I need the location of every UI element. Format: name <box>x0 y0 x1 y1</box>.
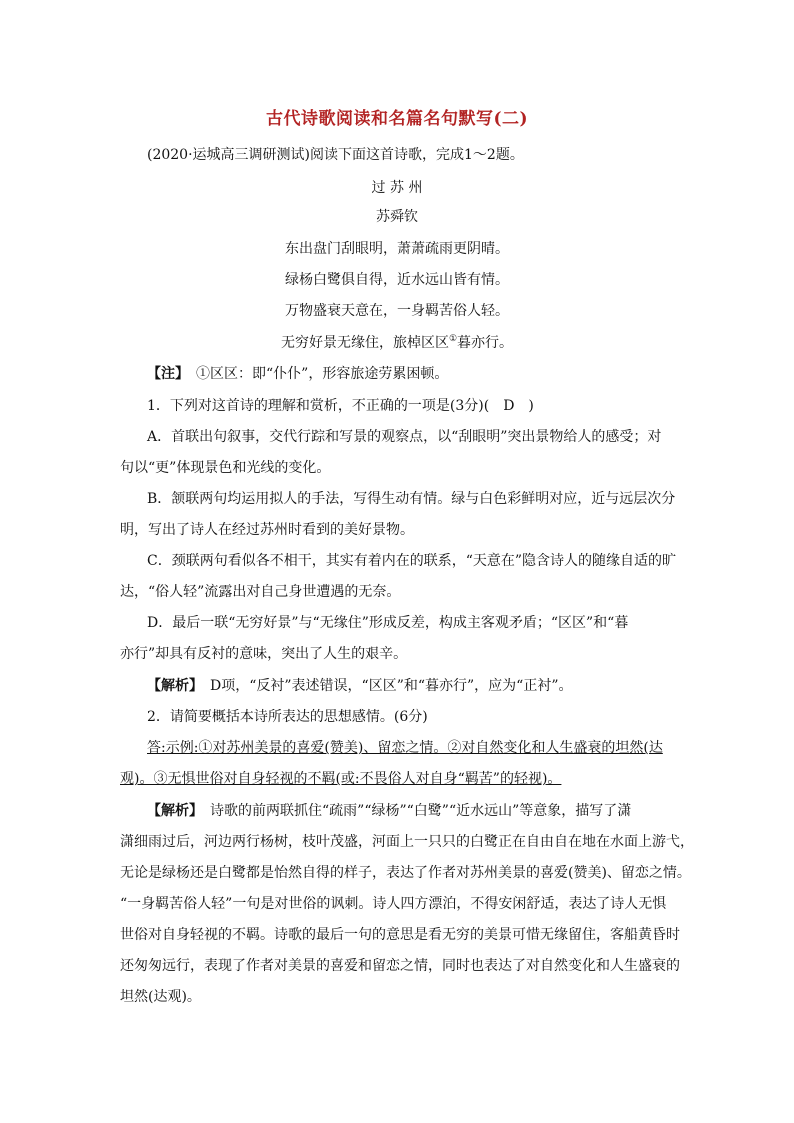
q1-analysis-text: D项，“反衬”表述错误，“区区”和“暮亦行”，应为“正衬”。 <box>210 678 573 694</box>
q2-analysis-line-2: 潇细雨过后，河边两行杨树，枝叶茂盛，河面上一只只的白鹭正在自由自在地在水面上游弋， <box>120 834 694 850</box>
q2-analysis-line-5: 世俗对自身轻视的不羁。诗歌的最后一句的意思是看无穷的美景可惜无缘留住，客船黄昏时 <box>120 927 680 943</box>
q2-stem: 2．请简要概括本诗所表达的思想感情。(6分) <box>147 709 428 725</box>
poem-line-4-end: 暮亦行。 <box>457 335 514 351</box>
note <box>147 364 682 384</box>
poem-line-2: 绿杨白鹭俱自得，近水远山皆有情。 <box>285 272 509 288</box>
q1-option-b-line-1: B．颔联两句均运用拟人的手法，写得生动有情。绿与白色彩鲜明对应，近与远层次分 <box>147 491 676 507</box>
q2-analysis-text-1: 诗歌的前两联抓住“疏雨”“绿杨”“白鹭”“近水远山”等意象，描写了潇 <box>210 803 632 819</box>
note-text: ①区区：即“仆仆”，形容旅途劳累困顿。 <box>196 366 449 382</box>
q1-option-c-line-1: C．颈联两句看似各不相干，其实有着内在的联系，“天意在”隐含诗人的随缘自适的旷 <box>147 553 677 569</box>
footnote-marker: ① <box>448 334 458 344</box>
q1-analysis <box>147 676 682 696</box>
q1-stem: 1．下列对这首诗的理解和赏析，不正确的一项是(3分)( D ) <box>147 398 534 414</box>
q2-answer-line-1: 答:示例:①对苏州美景的喜爱(赞美)、留恋之情。②对自然变化和人生盛衰的坦然(达 <box>147 740 663 756</box>
q2-analysis-label: 【解析】 <box>147 803 196 819</box>
q1-option-c-line-2: 达，“俗人轻”流露出对自己身世遭遇的无奈。 <box>120 584 401 600</box>
q2-analysis-line-3: 无论是绿杨还是白鹭都是怡然自得的样子，表达了作者对苏州美景的喜爱(赞美)、留恋之情。 <box>120 865 691 881</box>
poem-line-3: 万物盛衰天意在，一身羁苦俗人轻。 <box>285 303 509 319</box>
poem-line-4 <box>0 333 794 353</box>
q1-option-a-line-2: 句以“更”体现景色和光线的变化。 <box>120 460 331 476</box>
note-label: 【注】 <box>147 366 182 382</box>
q1-option-d-line-2: 亦行”却具有反衬的意味，突出了人生的艰辛。 <box>120 646 408 662</box>
intro-text: (2020·运城高三调研测试)阅读下面这首诗歌，完成1～2题。 <box>147 147 524 163</box>
page-title: 古代诗歌阅读和名篇名句默写(二) <box>265 109 529 129</box>
q2-answer-line-2: 观)。③无惧世俗对自身轻视的不羁(或:不畏俗人对自身“羁苦”的轻视)。 <box>120 771 562 787</box>
poem-line-1: 东出盘门刮眼明，萧萧疏雨更阴晴。 <box>285 241 509 257</box>
poem-line-4-start: 无穷好景无缘住，旅棹区区 <box>280 335 449 351</box>
q1-analysis-label: 【解析】 <box>147 678 196 694</box>
q2-analysis-line-1 <box>147 801 682 821</box>
q1-option-a-line-1: A．首联出句叙事，交代行踪和写景的观察点，以“刮眼明”突出景物给人的感受；对 <box>147 429 662 445</box>
q2-analysis-line-4: “一身羁苦俗人轻”一句是对世俗的讽刺。诗人四方漂泊，不得安闲舒适，表达了诗人无惧 <box>120 896 667 912</box>
poem-title: 过 苏 州 <box>371 180 423 196</box>
q1-option-b-line-2: 明，写出了诗人在经过苏州时看到的美好景物。 <box>120 522 414 538</box>
q2-analysis-line-7: 坦然(达观)。 <box>120 989 201 1005</box>
poem-author: 苏舜钦 <box>376 209 418 225</box>
q2-analysis-line-6: 还匆匆远行，表现了作者对美景的喜爱和留恋之情，同时也表达了对自然变化和人生盛衰的 <box>120 958 680 974</box>
q1-option-d-line-1: D．最后一联“无穷好景”与“无缘住”形成反差，构成主客观矛盾；“区区”和“暮 <box>147 615 629 631</box>
